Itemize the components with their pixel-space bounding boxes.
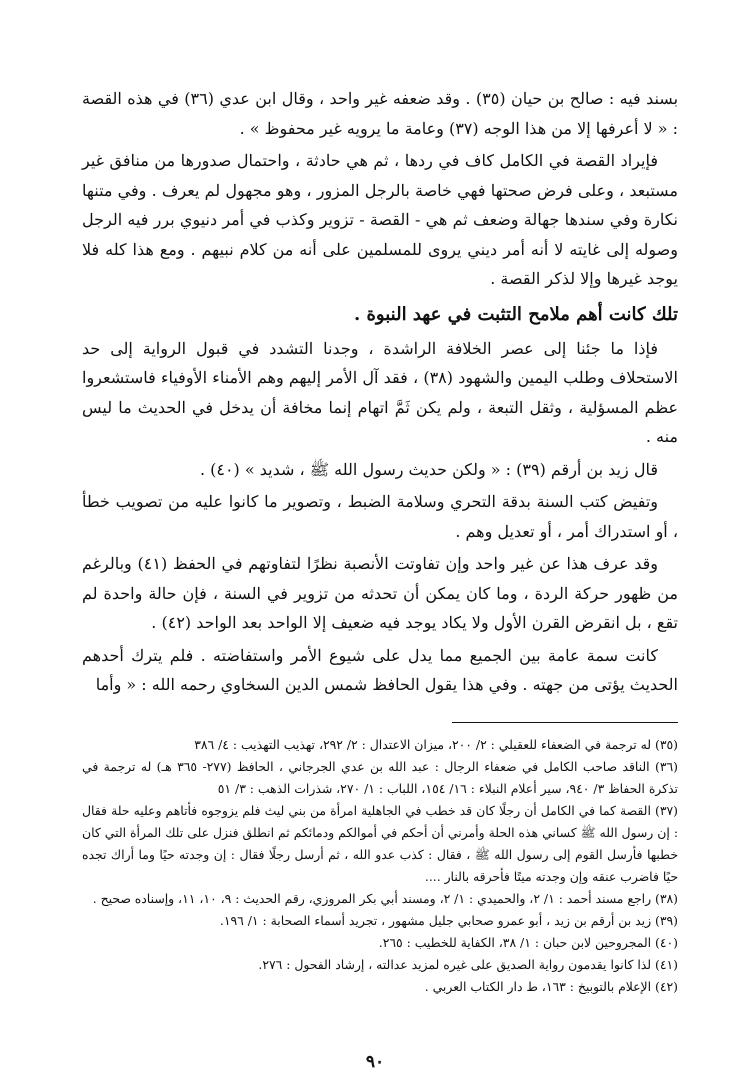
footnote-divider (452, 722, 678, 723)
footnotes (82, 734, 678, 998)
footnote-37: (٣٧) القصة كما في الكامل أن رجلًا كان قد خطب في الجاهلية امرأة من بني ليث فلم يزوجوه فأتاهم وعليه حلة فقال : إن رسول الله ﷺ كساني هذه الحلة وأمرني أن أحكم في أموالكم ودمائكم ثم انطلق فنزل على تلك المرأة التي كان خطبها فأرسل القوم إلى رسول الله ﷺ ، فقال : كذب عدو الله ، ثم أرسل رجلًا فقال : إن وجدته حيًا وما أراك تجده حيًا فاضرب عنقه وإن وجدته ميتًا فأحرقه بالنار .... (82, 803, 678, 884)
footnote-40: (٤٠) المجروحين لابن حبان : ١/ ٣٨، الكفاية للخطيب : ٢٦٥. (378, 935, 678, 950)
footnote-38: (٣٨) راجع مسند أحمد : ١/ ٢، والحميدي : ١/ ٢، ومسند أبي بكر المروزي، رقم الحديث : ٩، ١٠، ١١، وإسناده صحيح . (92, 891, 678, 906)
paragraph-7: كانت سمة عامة بين الجميع مما يدل على شيوع الأمر واستفاضته . فلم يترك أحدهم الحديث يؤتى من جهته . وفي هذا يقول الحافظ شمس الدين السخاوي رحمه الله : « وأما (82, 645, 678, 694)
paragraph-6: وقد عرف هذا عن غير واحد وإن تفاوتت الأنصبة نظرًا لتفاوتهم في الحفظ (٤١) وبالرغم من ظهور حركة الردة ، وما كان يمكن أن تحدثه من تزوير في السنة ، فإن حالة واحدة لم تقع ، بل انقرض القرن الأول ولا يكاد يوجد فيه ضعيف إلا الواحد بعد الواحد (٤٢) . (82, 554, 678, 632)
footnote-35: (٣٥) له ترجمة في الضعفاء للعقيلي : ٢/ ٢٠٠، ميزان الاعتدال : ٢/ ٢٩٢، تهذيب التهذيب : ٤/ ٣٨٦ (194, 737, 678, 752)
paragraph-5: وتفيض كتب السنة بدقة التحري وسلامة الضبط ، وتصوير ما كانوا عليه من تصويب خطأ ، أو استدراك أمر ، أو تعديل وهم . (82, 492, 678, 541)
footnote-36: (٣٦) الناقد صاحب الكامل في ضعفاء الرجال : عبد الله بن عدي الجرجاني ، الحافظ (٢٧٧- ٣٦٥ هـ) له ترجمة في تذكرة الحفاظ ٣/ ٩٤٠، سير أعلام النبلاء : ١٦/ ١٥٤، اللباب : ١/ ٢٧٠، شذرات الذهب : ٣/ ٥١ (82, 759, 678, 796)
footnote-42: (٤٢) الإعلام بالتوبيخ : ١٦٣، ط دار الكتاب العربي . (424, 979, 678, 994)
paragraph-2: فإيراد القصة في الكامل كاف في ردها ، ثم هي حادثة ، واحتمال صدورها من منافق غير مستبعد ، وعلى فرض صحتها فهي خاصة بالرجل المزور ، وهو مجهول لم يعرف . وفي متنها نكارة وفي سندها جهالة وضعف ثم هي - القصة - تزوير وكذب في أمر دنيوي برر فيه الرجل وصوله إلى غايته لا أنه أمر ديني يروى للمسلمين على أنه من كلام نبيهم . ومع هذا كله فلا يوجد غيرها وإلا لذكر القصة . (82, 151, 678, 288)
section-heading: تلك كانت أهم ملامح التثبت في عهد النبوة . (353, 303, 678, 325)
paragraph-4: قال زيد بن أرقم (٣٩) : « ولكن حديث رسول الله ﷺ ، شديد » (٤٠) . (199, 459, 658, 479)
paragraph-1: بسند فيه : صالح بن حيان (٣٥) . وقد ضعفه غير واحد ، وقال ابن عدي (٣٦) في هذه القصة : « لا أعرفها إلا من هذا الوجه (٣٧) وعامة ما يرويه غير محفوظ » . (82, 89, 679, 138)
footnote-41: (٤١) لذا كانوا يقدمون رواية الصديق على غيره لمزيد عدالته ، إرشاد الفحول : ٢٧٦. (258, 957, 678, 972)
main-text (82, 84, 678, 703)
paragraph-3: فإذا ما جئنا إلى عصر الخلافة الراشدة ، وجدنا التشدد في قبول الرواية إلى حد الاستحلاف وطلب اليمين والشهود (٣٨) ، فقد آل الأمر إليهم وهم الأمناء الأوفياء فاستشعروا عظم المسؤلية ، وثقل التبعة ، ولم يكن ثَمَّ اتهام إنما مخافة أن يدخل في الحديث ما ليس منه . (82, 338, 678, 446)
footnote-39: (٣٩) زيد بن أرقم بن زيد ، أبو عمرو صحابي جليل مشهور ، تجريد أسماء الصحابة : ١/ ١٩٦. (219, 913, 678, 928)
page-number: ٩٠ (365, 1052, 385, 1072)
